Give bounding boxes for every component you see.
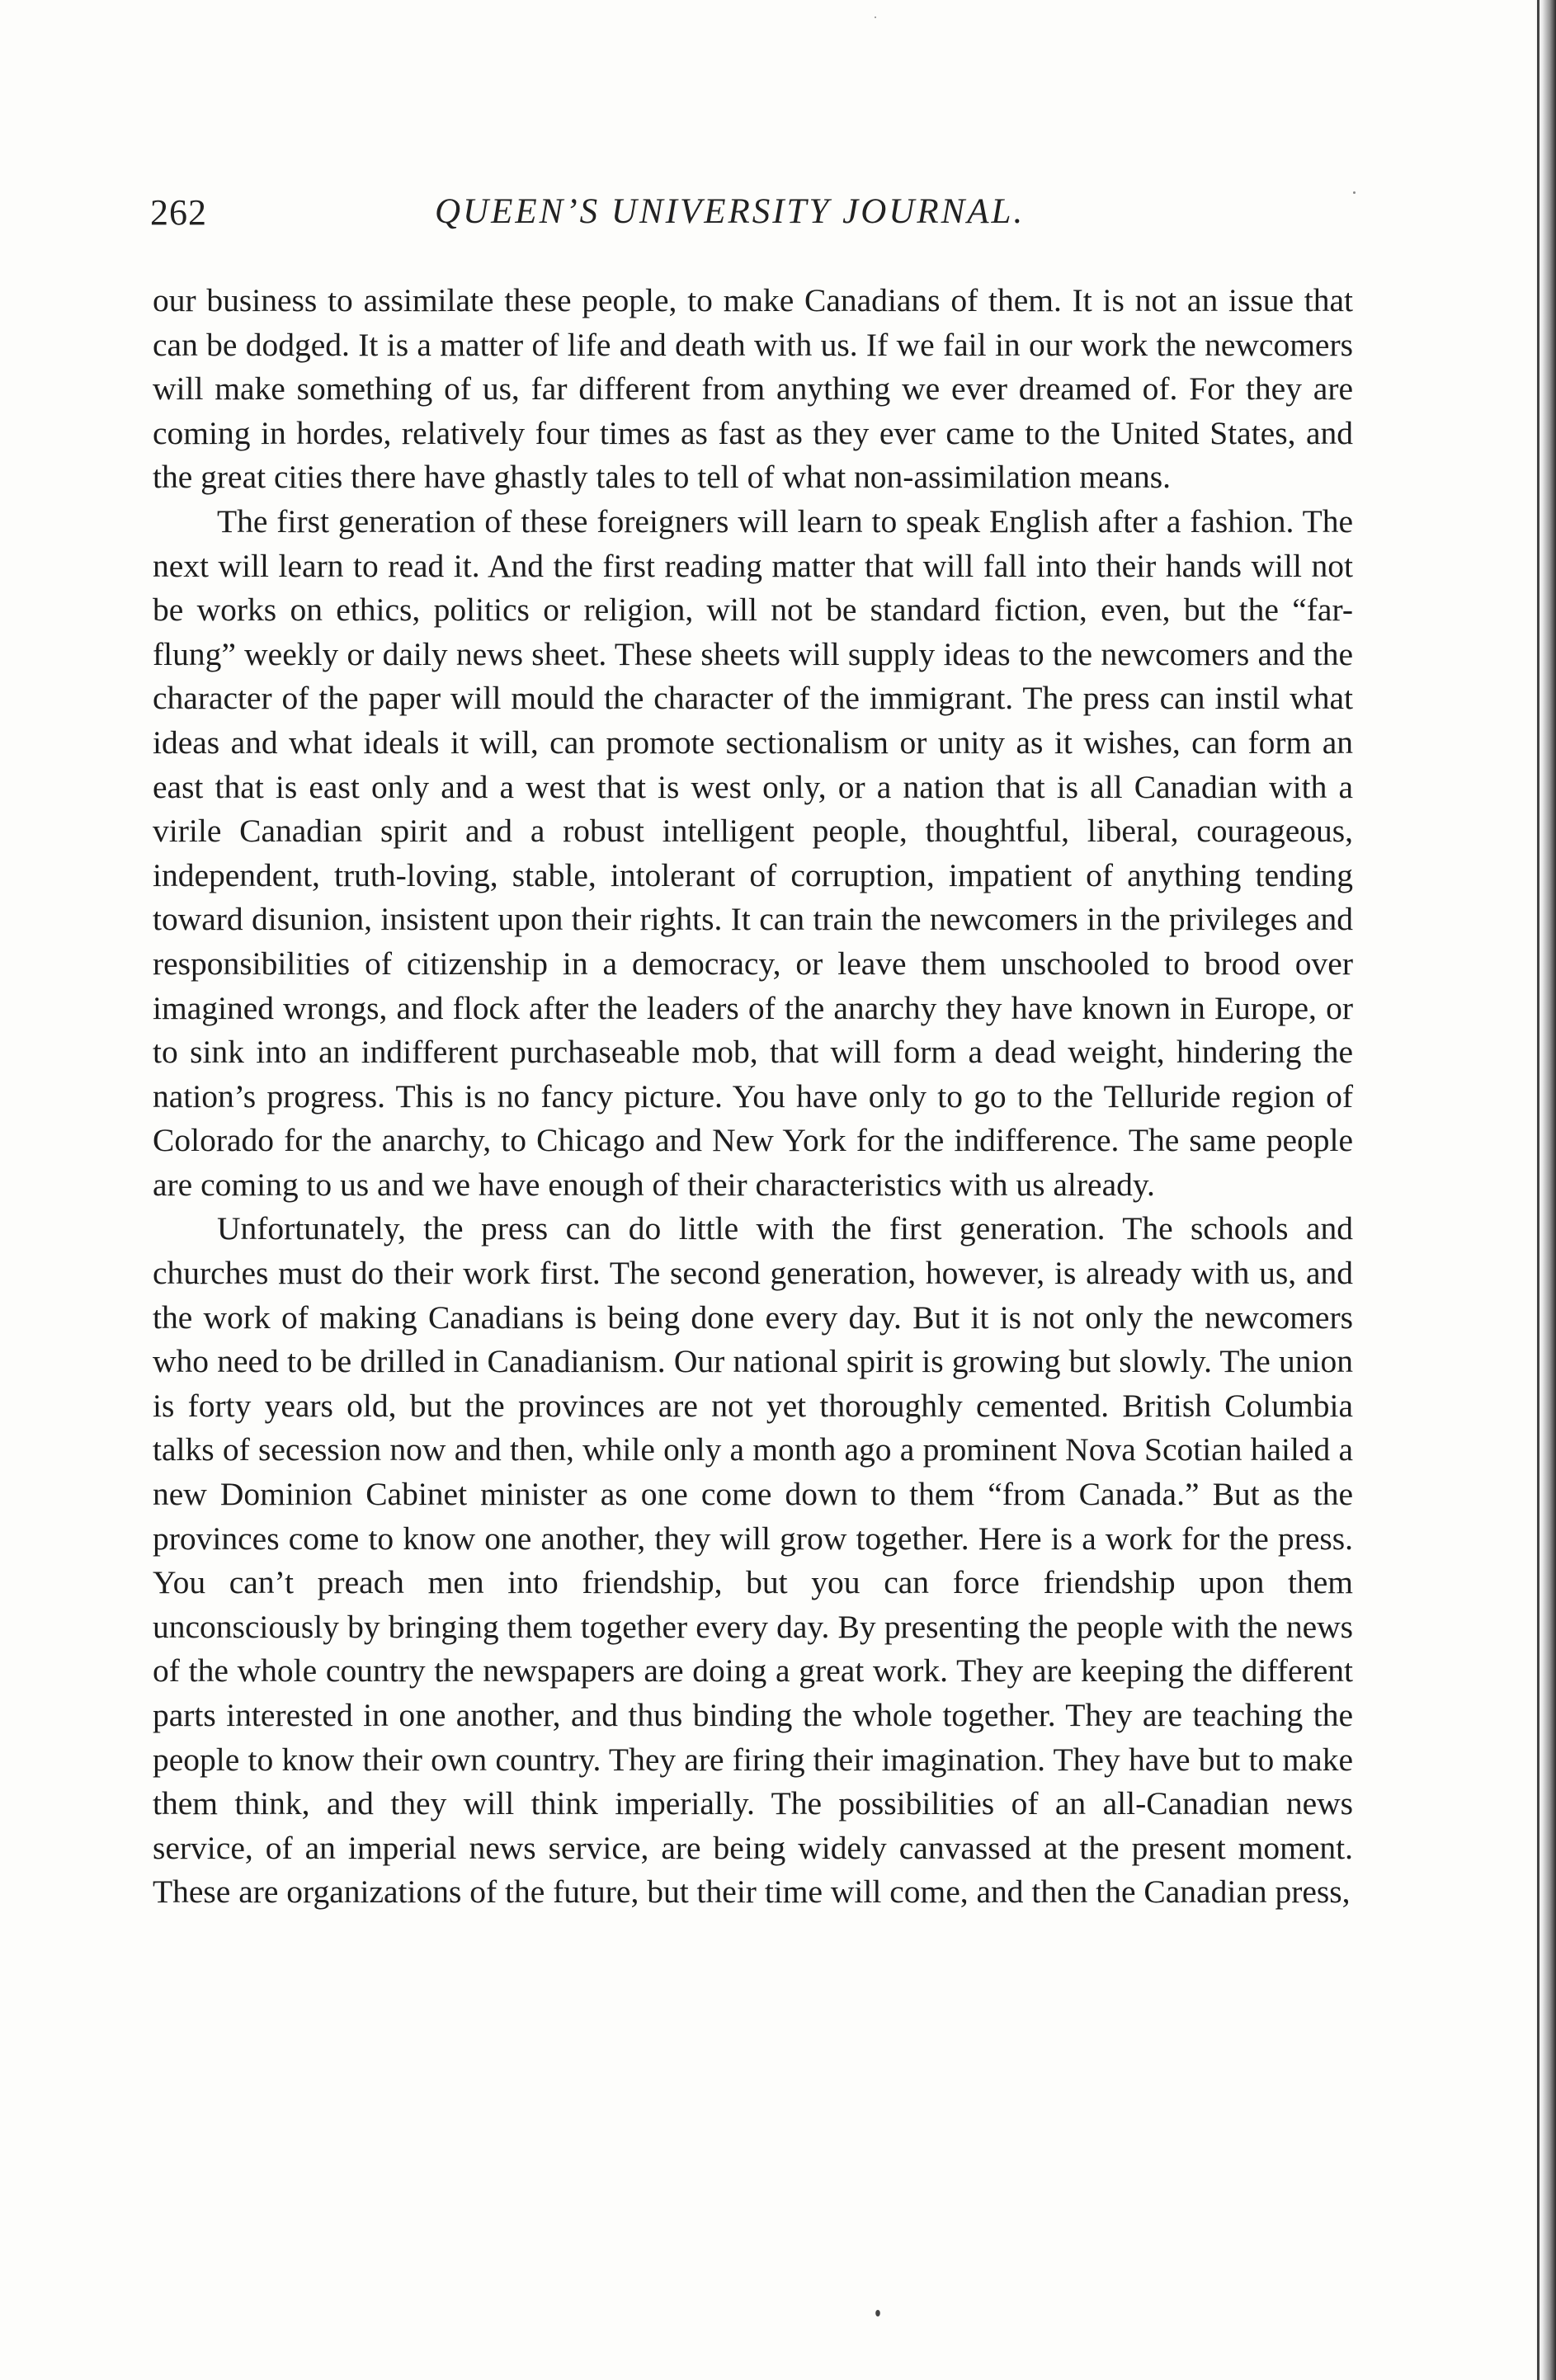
page-number: 262 xyxy=(150,192,207,233)
running-head xyxy=(150,191,1355,249)
page-mark xyxy=(875,2310,880,2316)
paragraph-first-generation: The first generation of these foreigners will learn to speak English after a fashion. The next will learn to read it. And the first reading matter that will fall into their hands will not be works on ethics, politics or religion, will not be standard fiction, even, but the “far-flung” weekly or daily news sheet. These sheets will supply ideas to the newcomers and the character of the paper will mould the character of the immigrant. The press can instil what ideas and what ideals it will, can promote sectionalism or unity as it wishes, can form an east that is east only and a west that is west only, or a nation that is all Canadian with a virile Canadian spirit and a robust intelligent people, thoughtful, liberal, courageous, independent, truth-loving, stable, intolerant of corruption, impatient of anything tending toward disunion, insistent upon their rights. It can train the newcomers in the privileges and responsibilities of citizenship in a democracy, or leave them unschooled to brood over imagined wrongs, and flock after the leaders of the anarchy they have known in Europe, or to sink into an indifferent purchaseable mob, that will form a dead weight, hindering the nation’s progress. This is no fancy picture. You have only to go to the Telluride region of Colorado for the anarchy, to Chicago and New York for the indifference. The same people are coming to us and we have enough of their characteristics with us already. xyxy=(153,502,1353,1203)
paragraph-unfortunately: Unfortunately, the press can do little with the first generation. The schools and churches must do their work first. The second generation, however, is already with us, and the work of making Canadians is being done every day. But it is not only the newcomers who need to be drilled in Canadianism. Our national spirit is growing but slowly. The union is forty years old, but the provinces are not yet thoroughly cemented. British Columbia talks of secession now and then, while only a month ago a prominent Nova Scotian hailed a new Dominion Cabinet minister as one come down to them “from Canada.” But as the provinces come to know one another, they will grow together. Here is a work for the press. You can’t preach men into friendship, but you can force friendship upon them unconsciously by bringing them together every day. By presenting the people with the news of the whole country the newspapers are doing a great work. They are keeping the different parts interested in one another, and thus binding the whole together. They are teaching the people to know their own country. They are firing their imagination. They have but to make them think, and they will think imperially. The possibilities of an all-Canadian news service, of an imperial news service, are being widely canvassed at the present moment. These are organizations of the future, but their time will come, and then the Canadian press, xyxy=(153,1210,1353,1911)
speck xyxy=(1353,191,1356,194)
paragraph-continued: our business to assimilate these people, to make Canadians of them. It is not an issue that can be dodged. It is a matter of life and death with us. If we fail in our work the newcomers will make something of us, far different from anything we ever dreamed of. For they are coming in hordes, relatively four times as fast as they ever came to the United States, and the great cities there have ghastly tales to tell of what non-assimilation means. xyxy=(153,282,1353,496)
body-text xyxy=(153,279,1353,1915)
binding-line xyxy=(1537,0,1539,2380)
journal-title: QUEEN’S UNIVERSITY JOURNAL. xyxy=(435,192,1026,231)
speck xyxy=(875,16,876,18)
